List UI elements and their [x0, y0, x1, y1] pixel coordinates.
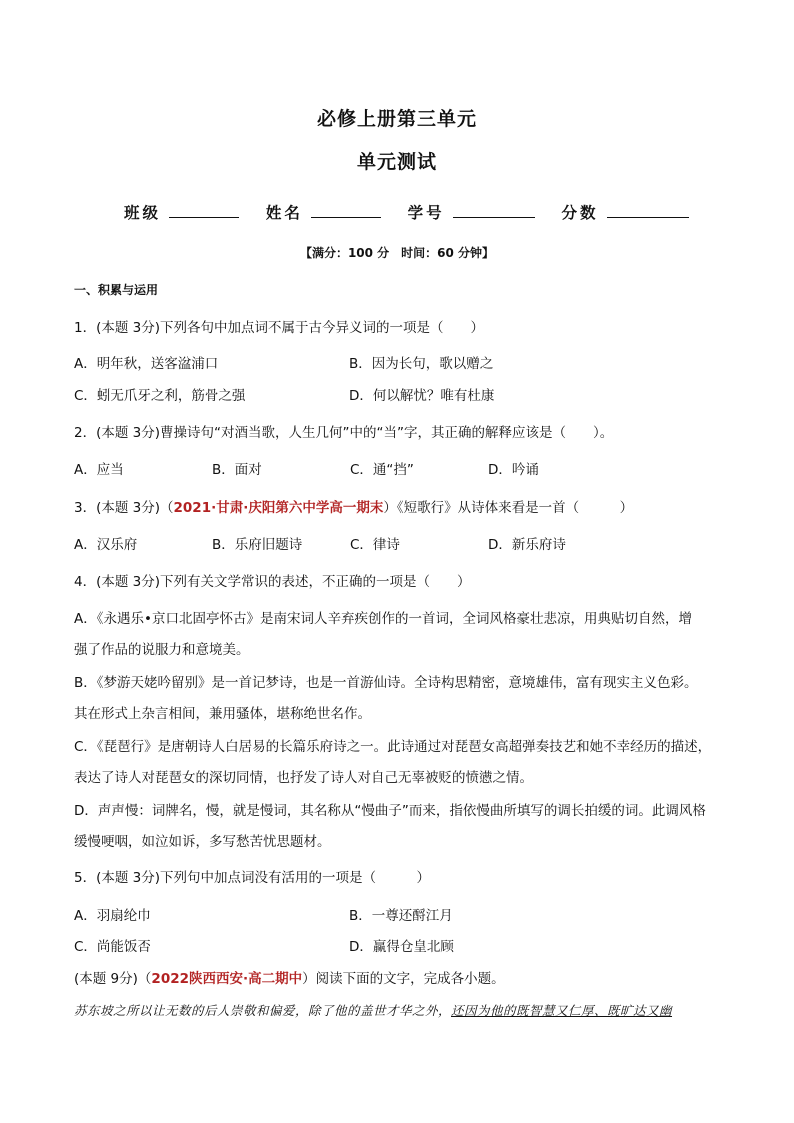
score-blank[interactable]: [607, 203, 689, 218]
student-id-label: 学号: [407, 204, 445, 222]
q4-option-a[interactable]: A．《永遇乐•京口北固亭怀古》是南宋词人辛弃疾创作的一首词，全词风格豪壮悲凉，用典贴切自然，增: [74, 611, 692, 627]
reading-suffix: ）阅读下面的文字，完成各小题。: [302, 971, 505, 987]
q5-option-b[interactable]: B．一尊还酹江月: [349, 908, 453, 924]
reading-passage: [74, 1001, 672, 1019]
q4-option-a-cont: 强了作品的说服力和意境美。: [74, 642, 250, 658]
q1-option-b[interactable]: B．因为长句，歌以赠之: [349, 356, 494, 372]
q2-option-b[interactable]: B．面对: [212, 462, 262, 478]
q4-option-c[interactable]: C．《琵琶行》是唐朝诗人白居易的长篇乐府诗之一。此诗通过对琵琶女高超弹奏技艺和她不幸经历的描述，: [74, 739, 712, 755]
page-subtitle: 单元测试: [356, 151, 437, 173]
name-label: 姓名: [265, 204, 303, 222]
passage-plain: 苏东坡之所以让无数的后人崇敬和偏爱，除了他的盖世才华之外，: [74, 1003, 452, 1018]
q3-option-d[interactable]: D．新乐府诗: [488, 537, 566, 553]
q1-option-a[interactable]: A．明年秋，送客湓浦口: [74, 356, 219, 372]
reading-prefix: (本题 9分)（: [74, 971, 152, 987]
reading-source: 2022陕西西安·高二期中: [151, 971, 303, 987]
passage-underlined: 还因为他的既智慧又仁厚、既旷达又幽: [451, 1003, 673, 1018]
q3-option-b[interactable]: B．乐府旧题诗: [212, 537, 303, 553]
q5-option-a[interactable]: A．羽扇纶巾: [74, 908, 151, 924]
q4-option-c-cont: 表达了诗人对琵琶女的深切同情，也抒发了诗人对自己无辜被贬的愤懑之情。: [74, 770, 533, 786]
q1-option-c[interactable]: C．蚓无爪牙之利，筋骨之强: [74, 388, 246, 404]
name-blank[interactable]: [311, 203, 381, 218]
q3-option-c[interactable]: C．律诗: [350, 537, 400, 553]
q4-stem: 4．(本题 3分)下列有关文学常识的表述，不正确的一项是（ ）: [74, 574, 471, 590]
q4-option-d-cont: 缓慢哽咽，如泣如诉，多写愁苦忧思题材。: [74, 834, 331, 850]
q4-option-b[interactable]: B．《梦游天姥吟留别》是一首记梦诗，也是一首游仙诗。全诗构思精密，意境雄伟，富有现实主义色彩。: [74, 675, 698, 691]
exam-meta: 【满分：100 分 时间：60 分钟】: [299, 246, 495, 260]
q2-option-c[interactable]: C．通“挡”: [350, 462, 414, 478]
q2-stem: 2．(本题 3分)曹操诗句“对酒当歌，人生几何”中的“当”字，其正确的解释应该是（ ）。: [74, 425, 614, 441]
q2-option-a[interactable]: A．应当: [74, 462, 124, 478]
q5-stem: 5．(本题 3分)下列句中加点词没有活用的一项是（ ）: [74, 870, 431, 886]
score-label: 分数: [561, 204, 599, 222]
q5-option-d[interactable]: D．赢得仓皇北顾: [349, 939, 454, 955]
q4-option-d[interactable]: D．声声慢：词牌名，慢，就是慢词，其名称从“慢曲子”而来，指依慢曲所填写的调长拍缓的词。此调风格: [74, 803, 706, 819]
q3-suffix: ）《短歌行》从诗体来看是一首（ ）: [383, 500, 634, 516]
student-info-row: [124, 201, 707, 223]
q3-source: 2021·甘肃·庆阳第六中学高一期末: [173, 500, 384, 516]
student-id-blank[interactable]: [453, 203, 535, 218]
q2-option-d[interactable]: D．吟诵: [488, 462, 539, 478]
q1-option-d[interactable]: D．何以解忧？唯有杜康: [349, 388, 495, 404]
class-blank[interactable]: [169, 203, 239, 218]
q3-prefix: 3．(本题 3分)（: [74, 500, 174, 516]
reading-intro: [74, 967, 505, 987]
q3-option-a[interactable]: A．汉乐府: [74, 537, 138, 553]
q1-stem: 1．(本题 3分)下列各句中加点词不属于古今异义词的一项是（ ）: [74, 320, 485, 336]
class-label: 班级: [124, 204, 162, 222]
q5-option-c[interactable]: C．尚能饭否: [74, 939, 151, 955]
q3-stem: [74, 496, 633, 516]
section-heading: 一、积累与运用: [74, 283, 159, 297]
page-title: 必修上册第三单元: [316, 108, 477, 130]
q4-option-b-cont: 其在形式上杂言相间，兼用骚体，堪称绝世名作。: [74, 706, 371, 722]
